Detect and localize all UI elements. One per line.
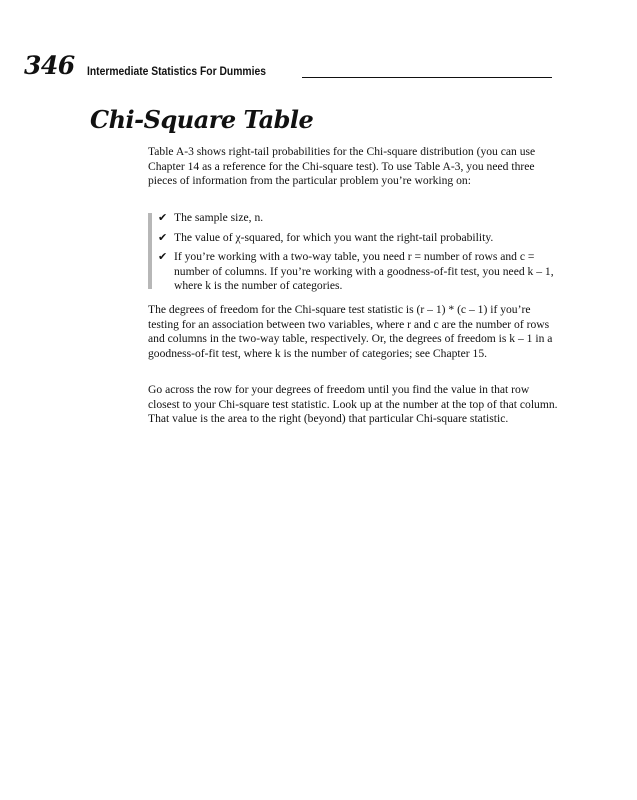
running-head: Intermediate Statistics For Dummies [87,64,266,78]
page-number: 346 [24,51,75,80]
bullet-list [148,211,558,294]
checkmark-icon: ✔ [158,250,168,263]
checkmark-icon: ✔ [158,230,168,244]
intro-paragraph: Table A-3 shows right-tail probabilities for the Chi-square distribution (you can use Chapter 14 as a reference for the Chi-square test). To use Table A-3, you need three pieces of information from the particular problem you’re working on: [148,145,536,187]
list-item [148,250,558,294]
list-item-text: If you’re working with a two-way table, you need r = number of rows and c = number of columns. If you’re working with a goodness-of-fit test, you need k – 1, where k is the number of categories. [174,250,554,292]
list-item [148,231,558,246]
checkmark-icon: ✔ [158,211,168,224]
page-header [24,51,552,82]
list-item [148,211,558,226]
list-item-text: The value of χ-squared, for which you want the right-tail probability. [174,230,494,244]
table-usage-paragraph: Go across the row for your degrees of freedom until you find the value in that row closest to your Chi-square test statistic. Look up at the number at the top of that column. That value is the area to the right (beyond) that particular Chi-square statistic. [148,383,558,425]
section-title: Chi-Square Table [90,105,314,134]
list-item-text: The sample size, n. [174,211,264,224]
degrees-of-freedom-paragraph: The degrees of freedom for the Chi-square test statistic is (r – 1) * (c – 1) if you’re testing for an association between two variables, where r and c are the number of rows and columns in the two-way table, respectively. Or, the degrees of freedom is k – 1 in a goodness-of-fit test, where k is the number of categories; see Chapter 15. [148,303,553,360]
header-rule [302,77,552,78]
